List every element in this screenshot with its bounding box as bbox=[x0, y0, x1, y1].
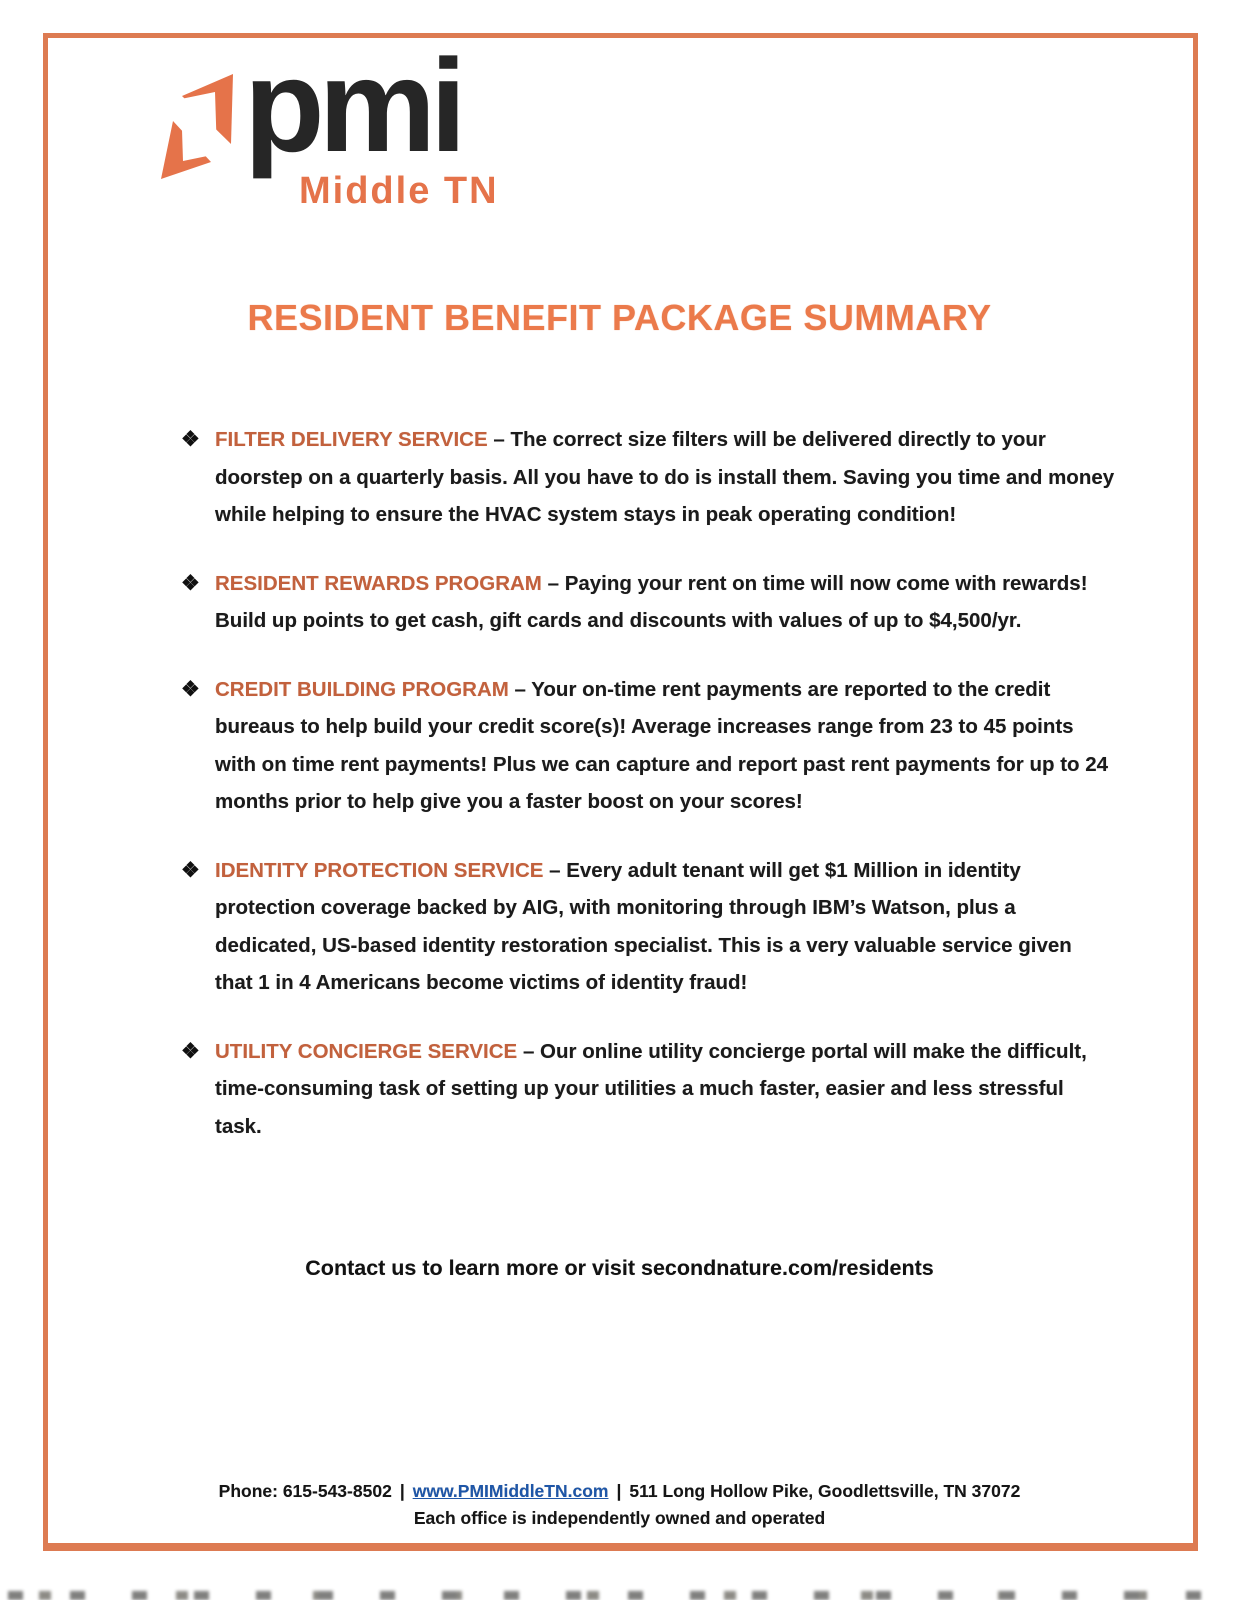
bullet-diamond-icon: ❖ bbox=[181, 677, 200, 701]
benefit-item bbox=[181, 421, 1115, 534]
footer-website-link[interactable]: www.PMIMiddleTN.com bbox=[412, 1481, 609, 1501]
benefit-item bbox=[181, 565, 1115, 640]
benefit-description: – Your on-time rent payments are reported to the credit bureaus to help build your credit score(s)! Average increases range from 23 to 45 points with on time rent payments! Plus we can capture and report past rent payments for up to 24 months prior to help give you a faster boost on your scores! bbox=[215, 677, 1109, 813]
benefit-heading: UTILITY CONCIERGE SERVICE bbox=[215, 1039, 518, 1063]
logo-subtitle: Middle TN bbox=[299, 170, 499, 212]
benefit-item bbox=[181, 671, 1115, 821]
footer-disclaimer: Each office is independently owned and operated bbox=[413, 1508, 826, 1528]
bullet-diamond-icon: ❖ bbox=[181, 571, 200, 595]
bullet-diamond-icon: ❖ bbox=[181, 1039, 200, 1063]
bullet-diamond-icon: ❖ bbox=[181, 428, 200, 451]
scan-artifact-strip bbox=[0, 1591, 1239, 1600]
benefit-item bbox=[181, 852, 1115, 1002]
benefit-heading: FILTER DELIVERY SERVICE bbox=[215, 428, 488, 451]
footer-contact-line bbox=[0, 1481, 1239, 1502]
benefit-description: – Our online utility concierge portal will make the difficult, time-consuming task of setting up your utilities a much faster, easier and less stressful task. bbox=[215, 1039, 1087, 1138]
footer-separator: | bbox=[399, 1481, 405, 1501]
benefit-heading: IDENTITY PROTECTION SERVICE bbox=[215, 858, 544, 882]
footer-address: 511 Long Hollow Pike, Goodlettsville, TN 37072 bbox=[629, 1481, 1021, 1501]
contact-line: Contact us to learn more or visit secondnature.com/residents bbox=[305, 1256, 934, 1280]
footer-phone: Phone: 615-543-8502 bbox=[218, 1481, 392, 1501]
logo-wordmark: pmi bbox=[244, 32, 461, 179]
benefit-description: – Every adult tenant will get $1 Million in identity protection coverage backed by AIG, with monitoring through IBM’s Watson, plus a dedicated, US-based identity restoration specialist. This is a very valuable service given that 1 in 4 Americans become victims of identity fraud! bbox=[215, 858, 1072, 994]
benefit-description: – The correct size filters will be delivered directly to your doorstep on a quarterly basis. All you have to do is install them. Saving you time and money while helping to ensure the HVAC system stays in peak operating condition! bbox=[215, 428, 1115, 526]
pmi-logo-icon bbox=[158, 70, 236, 182]
bullet-diamond-icon: ❖ bbox=[181, 858, 200, 882]
benefit-item bbox=[181, 1033, 1115, 1146]
footer bbox=[0, 1481, 1239, 1529]
benefit-heading: RESIDENT REWARDS PROGRAM bbox=[215, 571, 542, 595]
benefit-list bbox=[181, 421, 1115, 1176]
footer-separator: | bbox=[616, 1481, 622, 1501]
benefit-description: – Paying your rent on time will now come with rewards! Build up points to get cash, gift cards and discounts with values of up to $4,500/yr. bbox=[215, 571, 1088, 632]
page-title: RESIDENT BENEFIT PACKAGE SUMMARY bbox=[247, 297, 992, 338]
benefit-heading: CREDIT BUILDING PROGRAM bbox=[215, 677, 509, 701]
